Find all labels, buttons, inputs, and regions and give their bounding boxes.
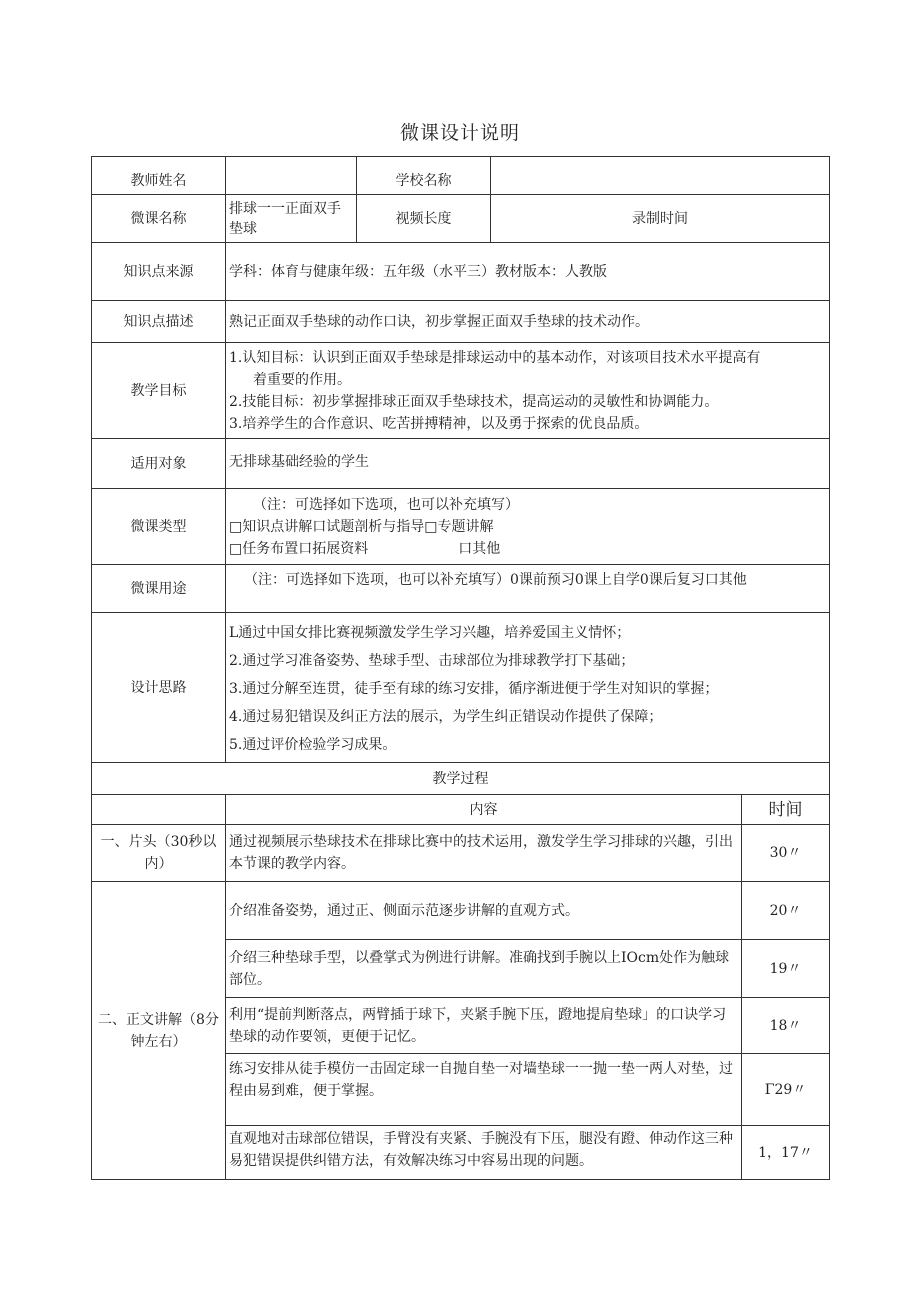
design-item: L通过中国女排比赛视频激发学生学习兴趣，培养爱国主义情怀； bbox=[229, 624, 631, 641]
type-options-line2-main: □任务布置口拓展资料 bbox=[229, 540, 369, 557]
section-main-content: 介绍三种垫球手型，以叠掌式为例进行讲解。准确找到手腕以上IOcm处作为触球部位。 bbox=[226, 940, 742, 998]
design-label: 设计思路 bbox=[92, 613, 226, 763]
course-design-table bbox=[91, 156, 830, 1180]
teacher-label: 教师姓名 bbox=[92, 157, 226, 195]
goals-row bbox=[92, 343, 830, 439]
source-value: 学科：体育与健康年级：五年级（水平三）教材版本：人教版 bbox=[226, 243, 830, 301]
description-row bbox=[92, 301, 830, 343]
school-label: 学校名称 bbox=[357, 157, 491, 195]
section-main-content: 直观地对击球部位错误，手臂没有夹紧、手腕没有下压，腿没有蹬、伸动作这三种易犯错误提供纠错方法，有效解决练习中容易出现的问题。 bbox=[226, 1126, 742, 1180]
section-opening-content: 通过视频展示垫球技术在排球比赛中的技术运用，激发学生学习排球的兴趣，引出本节课的教学内容。 bbox=[226, 825, 742, 882]
section-opening-time: 30〃 bbox=[742, 825, 830, 882]
design-row bbox=[92, 613, 830, 763]
use-label: 微课用途 bbox=[92, 565, 226, 613]
teacher-value bbox=[226, 157, 357, 195]
process-header: 教学过程 bbox=[92, 763, 830, 795]
design-list bbox=[226, 613, 830, 763]
teacher-row bbox=[92, 157, 830, 195]
type-options-line1: □知识点讲解口试题剖析与指导□专题讲解 bbox=[229, 518, 494, 535]
section-opening-label: 一、片头（30秒以内） bbox=[92, 825, 226, 882]
source-row bbox=[92, 243, 830, 301]
source-label: 知识点来源 bbox=[92, 243, 226, 301]
target-row bbox=[92, 439, 830, 489]
process-header-row bbox=[92, 763, 830, 795]
type-label: 微课类型 bbox=[92, 489, 226, 565]
process-column-time: 时间 bbox=[742, 795, 830, 825]
design-item: 5.通过评价检验学习成果。 bbox=[229, 736, 397, 753]
section-main-time: 19〃 bbox=[742, 940, 830, 998]
course-value: 排球一一正面双手垫球 bbox=[226, 195, 357, 243]
course-label: 微课名称 bbox=[92, 195, 226, 243]
design-item: 4.通过易犯错误及纠正方法的展示，为学生纠正错误动作提供了保障； bbox=[229, 708, 663, 725]
goal-item: 着重要的作用。 bbox=[253, 371, 351, 388]
target-label: 适用对象 bbox=[92, 439, 226, 489]
section-main-time: 20〃 bbox=[742, 882, 830, 940]
goals-label: 教学目标 bbox=[92, 343, 226, 439]
design-item: 3.通过分解至连贯，徒手至有球的练习安排，循序渐进便于学生对知识的掌握； bbox=[229, 680, 719, 697]
use-row bbox=[92, 565, 830, 613]
section-main-content: 练习安排从徒手模仿一击固定球一自抛自垫一对墙垫球一一抛一垫一两人对垫，过程由易到难，便于掌握。 bbox=[226, 1054, 742, 1126]
goal-item: 2.技能目标：初步掌握排球正面双手垫球技术，提高运动的灵敏性和协调能力。 bbox=[229, 393, 719, 410]
section-main-label: 二、正文讲解（8分钟左右） bbox=[92, 882, 226, 1180]
type-note: （注：可选择如下选项，也可以补充填写） bbox=[253, 496, 519, 513]
section-main-content: 介绍准备姿势，通过正、侧面示范逐步讲解的直观方式。 bbox=[226, 882, 742, 940]
process-column-content: 内容 bbox=[226, 795, 742, 825]
school-value bbox=[491, 157, 830, 195]
process-row-main bbox=[92, 882, 830, 940]
process-columns-row bbox=[92, 795, 830, 825]
description-label: 知识点描述 bbox=[92, 301, 226, 343]
description-value: 熟记正面双手垫球的动作口诀，初步掌握正面双手垫球的技术动作。 bbox=[226, 301, 830, 343]
goal-item: 1.认知目标：认识到正面双手垫球是排球运动中的基本动作，对该项目技术水平提高有 bbox=[229, 349, 761, 366]
type-row bbox=[92, 489, 830, 565]
use-value: （注：可选择如下选项，也可以补充填写）0课前预习0课上自学0课后复习口其他 bbox=[226, 565, 830, 613]
record-time-label: 录制时间 bbox=[491, 195, 830, 243]
target-value: 无排球基础经验的学生 bbox=[226, 439, 830, 489]
goals-list bbox=[226, 343, 830, 439]
section-main-content: 利用“提前判断落点，两臂插于球下，夹紧手腕下压，蹬地提肩垫球」的口诀学习垫球的动作要领，更便于记忆。 bbox=[226, 998, 742, 1054]
goal-item: 3.培养学生的合作意识、吃苦拼搏精神，以及勇于探索的优良品质。 bbox=[229, 415, 649, 432]
section-main-time: 1，17〃 bbox=[742, 1126, 830, 1180]
section-main-time: Γ29〃 bbox=[742, 1054, 830, 1126]
type-options-other: 口其他 bbox=[458, 540, 501, 557]
process-row-opening bbox=[92, 825, 830, 882]
process-column-empty bbox=[92, 795, 226, 825]
course-row bbox=[92, 195, 830, 243]
section-main-time: 18〃 bbox=[742, 998, 830, 1054]
video-length-label: 视频长度 bbox=[357, 195, 491, 243]
type-options-line2 bbox=[229, 538, 826, 560]
design-item: 2.通过学习准备姿势、垫球手型、击球部位为排球教学打下基础； bbox=[229, 652, 635, 669]
type-options bbox=[226, 489, 830, 565]
document-title: 微课设计说明 bbox=[399, 122, 520, 144]
